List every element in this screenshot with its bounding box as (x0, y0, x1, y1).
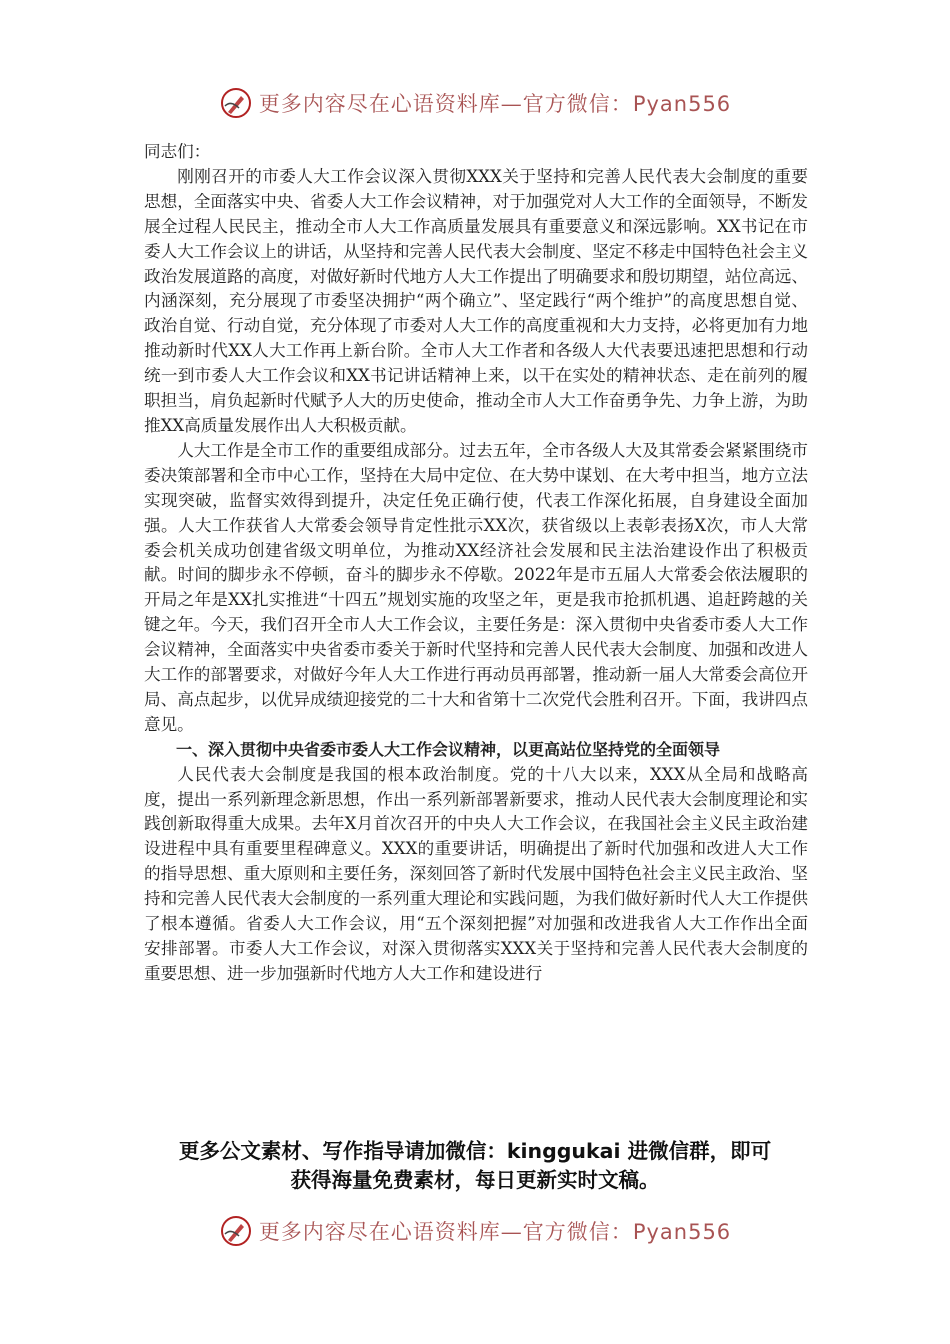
header-banner-label: 更多内容尽在心语资料库—官方微信： (258, 92, 633, 116)
header-banner-text (259, 88, 731, 118)
header-banner (0, 83, 950, 123)
footer-wechat-id: Pyan556 (632, 1220, 732, 1244)
section-heading: 一、深入贯彻中央省委市委人大工作会议精神，以更高站位坚持党的全面领导 (176, 739, 721, 759)
pen-logo-icon (219, 86, 253, 120)
paragraph-1: 刚刚召开的市委人大工作会议深入贯彻XXX关于坚持和完善人民代表大会制度的重要思想，全面落实中央、省委人大工作会议精神，对于加强党对人大工作的全面领导，不断发展全过程人民民主，推动全市人大工作高质量发展具有重要意义和深远影响。XX书记在市委人大工作会议上的讲话，从坚持和完善人民代表大会制度、坚定不移走中国特色社会主义政治发展道路的高度，对做好新时代地方人大工作提出了明确要求和殷切期望，站位高远、内涵深刻，充分展现了市委坚决拥护“两个确立”、坚定践行“两个维护”的高度思想自觉、政治自觉、行动自觉，充分体现了市委对人大工作的高度重视和大力支持，必将更加有力地推动新时代XX人大工作再上新台阶。全市人大工作者和各级人大代表要迅速把思想和行动统一到市委人大工作会议和XX书记讲话精神上来，以干在实处的精神状态、走在前列的履职担当，肩负起新时代赋予人大的历史使命，推动全市人大工作奋勇争先、力争上游，为助推XX高质量发展作出人大积极贡献。 (144, 166, 808, 435)
promo-line-2: 获得海量免费素材，每日更新实时文稿。 (290, 1168, 660, 1192)
promo-notice (130, 1137, 820, 1195)
pen-logo-icon (219, 1214, 253, 1248)
footer-banner-text (259, 1216, 731, 1246)
footer-banner-label: 更多内容尽在心语资料库—官方微信： (258, 1220, 633, 1244)
salutation: 同志们： (144, 142, 211, 161)
header-wechat-id: Pyan556 (632, 92, 732, 116)
paragraph-2: 人大工作是全市工作的重要组成部分。过去五年，全市各级人大及其常委会紧紧围绕市委决策部署和全市中心工作，坚持在大局中定位、在大势中谋划、在大考中担当，地方立法实现突破，监督实效得到提升，决定任免正确行使，代表工作深化拓展，自身建设全面加强。人大工作获省人大常委会领导肯定性批示XX次，获省级以上表彰表扬X次，市人大常委会机关成功创建省级文明单位，为推动XX经济社会发展和民主法治建设作出了积极贡献。时间的脚步永不停顿，奋斗的脚步永不停歇。2022年是市五届人大常委会依法履职的开局之年是XX扎实推进“十四五”规划实施的攻坚之年，更是我市抢抓机遇、追赶跨越的关键之年。今天，我们召开全市人大工作会议，主要任务是：深入贯彻中央省委市委人大工作会议精神，全面落实中央省委市委关于新时代坚持和完善人民代表大会制度、加强和改进人大工作的部署要求，对做好今年人大工作进行再动员再部署，推动新一届人大常委会高位开局、高点起步，以优异成绩迎接党的二十大和省第十二次党代会胜利召开。下面，我讲四点意见。 (144, 440, 808, 734)
promo-line-1: 更多公文素材、写作指导请加微信：kinggukai 进微信群，即可 (178, 1139, 772, 1163)
footer-banner (0, 1211, 950, 1251)
document-body (144, 140, 808, 987)
section-paragraph: 人民代表大会制度是我国的根本政治制度。党的十八大以来，XXX从全局和战略高度，提出一系列新理念新思想，作出一系列新部署新要求，推动人民代表大会制度理论和实践创新取得重大成果。去年X月首次召开的中央人大工作会议，在我国社会主义民主政治建设进程中具有重要里程碑意义。XXX的重要讲话，明确提出了新时代加强和改进人大工作的指导思想、重大原则和主要任务，深刻回答了新时代发展中国特色社会主义民主政治、坚持和完善人民代表大会制度的一系列重大理论和实践问题，为我们做好新时代人大工作提供了根本遵循。省委人大工作会议，用“五个深刻把握”对加强和改进我省人大工作作出全面安排部署。市委人大工作会议，对深入贯彻落实XXX关于坚持和完善人民代表大会制度的重要思想、进一步加强新时代地方人大工作和建设进行 (144, 764, 808, 983)
